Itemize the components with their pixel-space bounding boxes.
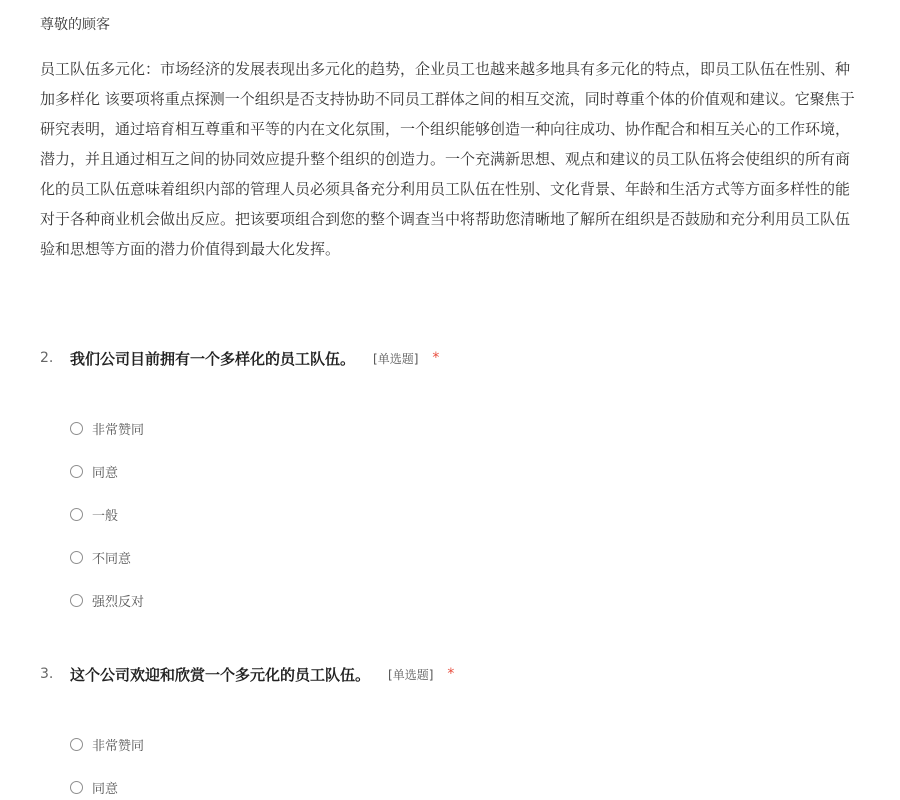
radio-button[interactable] bbox=[70, 594, 83, 607]
question-type-badge: [单选题] bbox=[388, 667, 434, 682]
question-text: 这个公司欢迎和欣赏一个多元化的员工队伍。 bbox=[70, 665, 371, 684]
intro-line: 化的员工队伍意味着组织内部的管理人员必须具备充分利用员工队伍在性别、文化背景、年龄和生活方式等方面多样性的能 bbox=[40, 180, 851, 198]
intro-line: 潜力，并且通过相互之间的协同效应提升整个组织的创造力。一个充满新思想、观点和建议的员工队伍将会使组织的所有商 bbox=[40, 150, 851, 168]
required-mark: * bbox=[447, 666, 455, 682]
radio-button[interactable] bbox=[70, 465, 83, 478]
question-title bbox=[40, 662, 454, 686]
option-strongly-agree[interactable] bbox=[70, 417, 144, 439]
option-label: 不同意 bbox=[92, 551, 132, 567]
option-agree[interactable] bbox=[70, 460, 118, 482]
radio-button[interactable] bbox=[70, 508, 83, 521]
option-disagree[interactable] bbox=[70, 546, 131, 568]
option-label: 同意 bbox=[92, 465, 119, 481]
radio-button[interactable] bbox=[70, 422, 83, 435]
question-title bbox=[40, 346, 439, 370]
intro-paragraph bbox=[40, 54, 900, 264]
option-neutral[interactable] bbox=[70, 503, 118, 525]
intro-line: 加多样化 该要项将重点探测一个组织是否支持协助不同员工群体之间的相互交流，同时尊重个体的价值观和建议。它聚焦于 bbox=[40, 90, 855, 108]
question-number: 3. bbox=[40, 666, 54, 682]
intro-line: 验和思想等方面的潜力价值得到最大化发挥。 bbox=[40, 240, 341, 258]
option-agree[interactable] bbox=[70, 776, 118, 798]
option-label: 强烈反对 bbox=[92, 594, 145, 610]
option-label: 非常赞同 bbox=[92, 422, 145, 438]
radio-button[interactable] bbox=[70, 781, 83, 794]
radio-button[interactable] bbox=[70, 551, 83, 564]
greeting-text: 尊敬的顾客 bbox=[40, 17, 110, 33]
question-text: 我们公司目前拥有一个多样化的员工队伍。 bbox=[70, 349, 356, 368]
option-strongly-agree[interactable] bbox=[70, 733, 144, 755]
option-label: 一般 bbox=[92, 508, 119, 524]
intro-line: 员工队伍多元化：市场经济的发展表现出多元化的趋势，企业员工也越来越多地具有多元化的特点，即员工队伍在性别、种 bbox=[40, 60, 851, 78]
question-number: 2. bbox=[40, 350, 54, 366]
option-strongly-disagree[interactable] bbox=[70, 589, 144, 611]
option-label: 非常赞同 bbox=[92, 738, 145, 754]
required-mark: * bbox=[432, 350, 440, 366]
option-label: 同意 bbox=[92, 781, 119, 797]
question-type-badge: [单选题] bbox=[373, 351, 419, 366]
intro-line: 研究表明，通过培育相互尊重和平等的内在文化氛围，一个组织能够创造一种向往成功、协作配合和相互关心的工作环境， bbox=[40, 120, 851, 138]
intro-line: 对于各种商业机会做出反应。把该要项组合到您的整个调查当中将帮助您清晰地了解所在组织是否鼓励和充分利用员工队伍 bbox=[40, 210, 851, 228]
radio-button[interactable] bbox=[70, 738, 83, 751]
